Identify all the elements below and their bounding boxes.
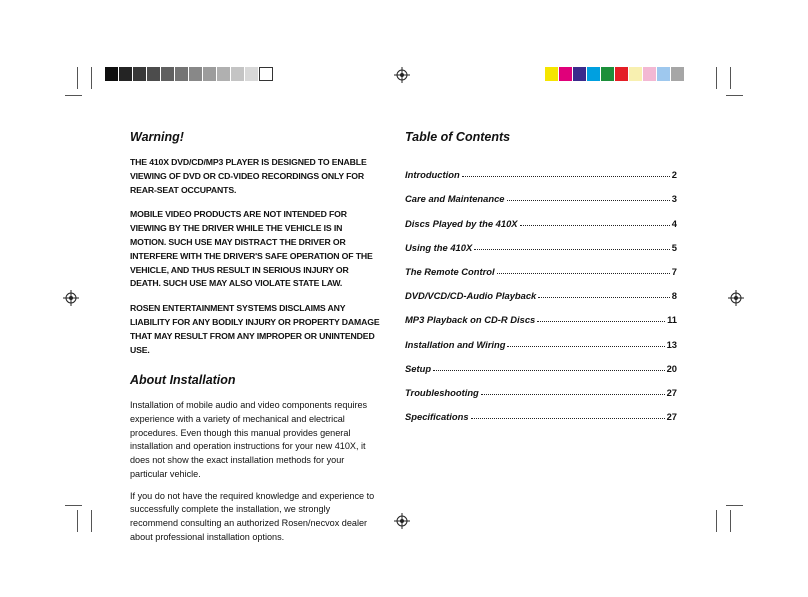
color-swatch — [643, 67, 657, 81]
toc-entry-page: 2 — [671, 169, 677, 181]
grayscale-swatch — [231, 67, 245, 81]
left-column — [130, 130, 380, 552]
toc-entry-discs-played[interactable] — [405, 204, 677, 228]
toc-entry-title: Using the 410X — [405, 241, 473, 253]
grayscale-swatch — [217, 67, 231, 81]
toc-entry-title: Care and Maintenance — [405, 193, 505, 205]
crop-mark — [726, 505, 743, 506]
crop-mark — [77, 67, 78, 89]
grayscale-swatch — [189, 67, 203, 81]
toc-entry-title: Setup — [405, 362, 432, 374]
toc-entry-dvd-playback[interactable] — [405, 277, 677, 301]
warning-paragraph: MOBILE VIDEO PRODUCTS ARE NOT INTENDED FOR VIEWING BY THE DRIVER WHILE THE VEHICLE IS IN MOTION. SUCH USE MAY DISTRACT THE DRIVER OR INTERFERE WITH THE DRIVER'S SAFE OPERATION OF THE VEHICLE, AND THUS RESULT IN SERIOUS INJURY OR DEATH. SUCH USE MAY ALSO VIOLATE STATE LAW. — [130, 209, 373, 289]
color-swatch — [671, 67, 685, 81]
grayscale-swatch — [105, 67, 119, 81]
toc-entry-setup[interactable] — [405, 350, 677, 374]
toc-entry-page: 3 — [671, 193, 677, 205]
grayscale-swatch — [259, 67, 273, 81]
about-paragraph: Installation of mobile audio and video components requires experience with a variety of mechanical and electrical procedures. Even though this manual provides general installation and operation instructions for your new 410X, it does not show the exact installation methods for your particular vehicle. — [130, 400, 368, 479]
grayscale-swatch — [119, 67, 133, 81]
crop-mark — [65, 505, 82, 506]
color-calibration-bar — [545, 67, 685, 81]
registration-mark-icon — [394, 513, 410, 529]
toc-entry-page: 8 — [671, 290, 677, 302]
toc-entry-page: 4 — [671, 217, 677, 229]
crop-mark — [730, 510, 731, 532]
about-installation-heading: About Installation — [130, 373, 236, 388]
crop-mark — [91, 510, 92, 532]
toc-entry-troubleshooting[interactable] — [405, 374, 677, 398]
grayscale-swatch — [175, 67, 189, 81]
crop-mark — [730, 67, 731, 89]
toc-entry-specifications[interactable] — [405, 398, 677, 422]
leader-dots — [481, 394, 665, 395]
toc-entry-title: The Remote Control — [405, 265, 495, 277]
grayscale-swatch — [161, 67, 175, 81]
crop-mark — [91, 67, 92, 89]
grayscale-swatch — [133, 67, 147, 81]
color-swatch — [587, 67, 601, 81]
leader-dots — [474, 249, 670, 250]
toc-list — [405, 156, 677, 422]
color-swatch — [615, 67, 629, 81]
toc-entry-introduction[interactable] — [405, 156, 677, 180]
toc-entry-title: Troubleshooting — [405, 386, 479, 398]
table-of-contents — [405, 130, 677, 422]
toc-entry-title: MP3 Playback on CD-R Discs — [405, 314, 536, 326]
toc-entry-care-and-maintenance[interactable] — [405, 180, 677, 204]
grayscale-swatch — [147, 67, 161, 81]
leader-dots — [538, 297, 670, 298]
color-swatch — [559, 67, 573, 81]
toc-heading: Table of Contents — [405, 130, 511, 144]
leader-dots — [537, 321, 665, 322]
toc-entry-title: Discs Played by the 410X — [405, 217, 518, 229]
warning-paragraph: THE 410X DVD/CD/MP3 PLAYER IS DESIGNED TO ENABLE VIEWING OF DVD OR CD-VIDEO RECORDINGS ONLY FOR REAR-SEAT OCCUPANTS. — [130, 157, 367, 195]
leader-dots — [507, 200, 670, 201]
color-swatch — [657, 67, 671, 81]
color-swatch — [601, 67, 615, 81]
toc-entry-page: 27 — [666, 386, 677, 398]
toc-entry-title: Introduction — [405, 169, 460, 181]
leader-dots — [520, 225, 670, 226]
toc-entry-installation-and-wiring[interactable] — [405, 325, 677, 349]
crop-mark — [716, 67, 717, 89]
toc-entry-remote-control[interactable] — [405, 253, 677, 277]
leader-dots — [471, 418, 665, 419]
grayscale-swatch — [245, 67, 259, 81]
toc-entry-page: 13 — [666, 338, 677, 350]
registration-mark-icon — [728, 290, 744, 306]
toc-entry-title: Specifications — [405, 411, 469, 423]
crop-mark — [65, 95, 82, 96]
toc-entry-mp3-playback[interactable] — [405, 301, 677, 325]
crop-mark — [726, 95, 743, 96]
toc-entry-page: 5 — [671, 241, 677, 253]
about-paragraph: If you do not have the required knowledge and experience to successfully complete the installation, we strongly recommend consulting an authorized Rosen/necvox dealer about professional installation options. — [130, 490, 375, 542]
toc-entry-title: Installation and Wiring — [405, 338, 506, 350]
toc-entry-page: 27 — [666, 411, 677, 423]
leader-dots — [507, 346, 664, 347]
grayscale-swatch — [203, 67, 217, 81]
color-swatch — [573, 67, 587, 81]
toc-entry-page: 11 — [667, 314, 677, 326]
leader-dots — [433, 370, 665, 371]
color-swatch — [545, 67, 559, 81]
warning-paragraph: ROSEN ENTERTAINMENT SYSTEMS DISCLAIMS ANY LIABILITY FOR ANY BODILY INJURY OR PROPERTY DAMAGE THAT MAY RESULT FROM ANY IMPROPER OR UNINTENDED USE. — [130, 303, 380, 355]
toc-entry-title: DVD/VCD/CD-Audio Playback — [405, 290, 537, 302]
crop-mark — [716, 510, 717, 532]
toc-entry-page: 7 — [671, 265, 677, 277]
registration-mark-icon — [394, 67, 410, 83]
leader-dots — [497, 273, 670, 274]
toc-entry-page: 20 — [666, 362, 677, 374]
crop-mark — [77, 510, 78, 532]
registration-mark-icon — [63, 290, 79, 306]
leader-dots — [462, 176, 670, 177]
grayscale-color-bar — [105, 67, 273, 81]
color-swatch — [629, 67, 643, 81]
warning-heading: Warning! — [130, 130, 184, 144]
toc-entry-using-the-410x[interactable] — [405, 229, 677, 253]
